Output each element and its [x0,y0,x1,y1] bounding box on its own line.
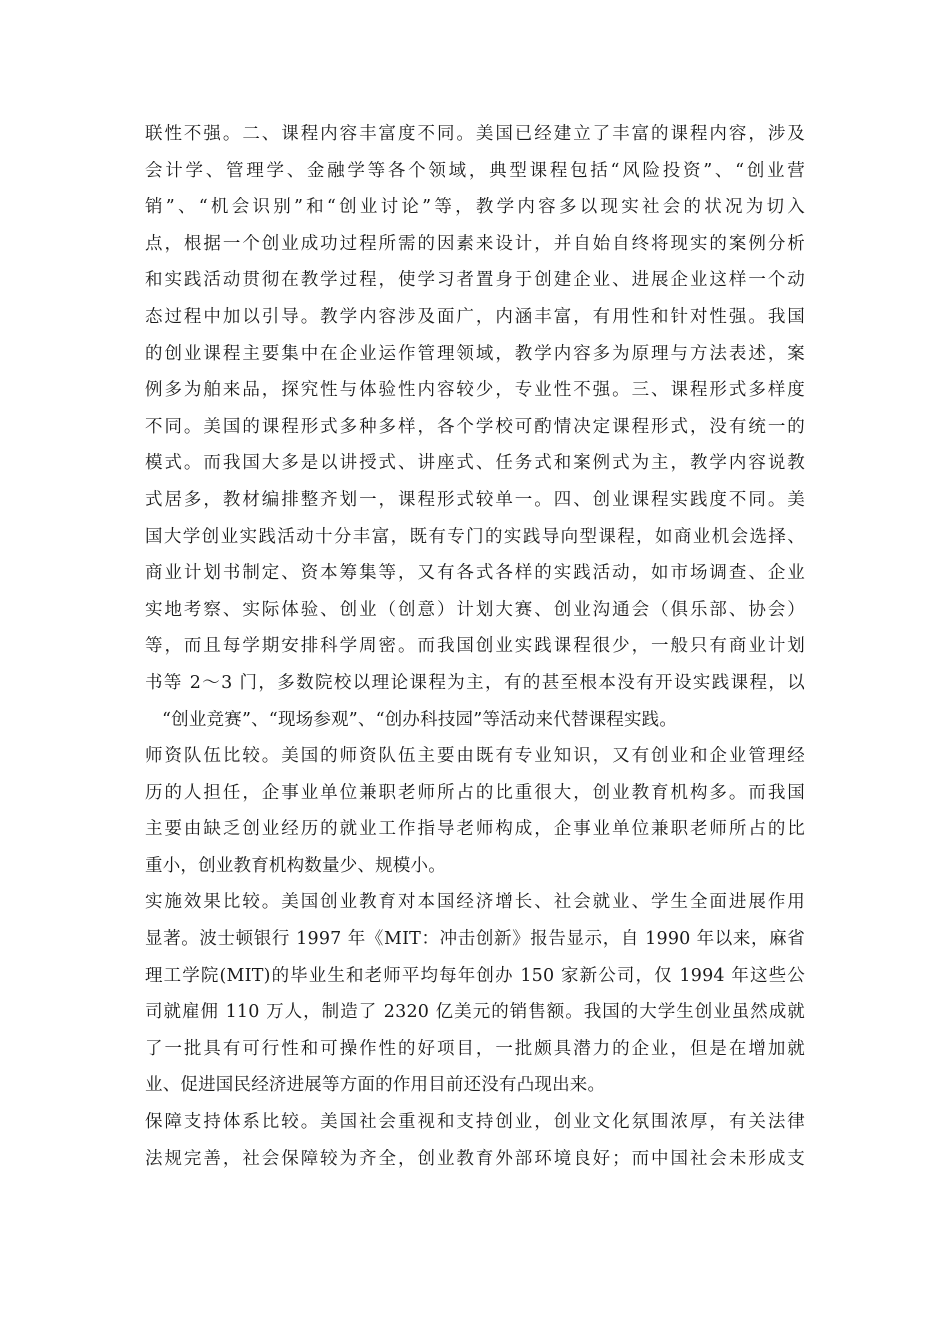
text-line: 实施效果比较。美国创业教育对本国经济增长、社会就业、学生全面进展作用 [145,892,805,913]
text-line: 等，而且每学期安排科学周密。而我国创业实践课程很少，一般只有商业计划 [145,636,805,657]
text-line: 商业计划书制定、资本筹集等，又有各式各样的实践活动，如市场调查、企业 [145,563,805,584]
text-line: “创业竞赛”、“现场参观”、“创办科技园”等活动来代替课程实践。 [162,709,678,730]
text-line: 态过程中加以引导。教学内容涉及面广，内涵丰富，有用性和针对性强。我国 [145,306,805,327]
text-line: 实地考察、实际体验、创业（创意）计划大赛、创业沟通会（俱乐部、协会） [145,599,805,620]
text-line: 例多为舶来品，探究性与体验性内容较少，专业性不强。三、课程形式多样度 [145,380,805,401]
text-line: 理工学院(MIT)的毕业生和老师平均每年创办 150 家新公司，仅 1994 年这些公 [145,965,805,986]
text-line: 和实践活动贯彻在教学过程，使学习者置身于创建企业、进展企业这样一个动 [145,270,805,291]
text-line: 重小，创业教育机构数量少、规模小。 [145,855,446,876]
text-line: 不同。美国的课程形式多种多样，各个学校可酌情决定课程形式，没有统一的 [145,416,805,437]
text-line: 法规完善，社会保障较为齐全，创业教育外部环境良好；而中国社会未形成支 [145,1148,805,1169]
text-line: 书等 2～3 门，多数院校以理论课程为主，有的甚至根本没有开设实践课程，以 [145,672,805,693]
text-line: 会计学、管理学、金融学等各个领域，典型课程包括“风险投资”、“创业营 [145,160,805,181]
text-line: 了一批具有可行性和可操作性的好项目，一批颇具潜力的企业，但是在增加就 [145,1038,805,1059]
text-line: 主要由缺乏创业经历的就业工作指导老师构成，企事业单位兼职老师所占的比 [145,819,805,840]
text-line: 保障支持体系比较。美国社会重视和支持创业，创业文化氛围浓厚，有关法律 [145,1112,805,1133]
text-line: 司就雇佣 110 万人，制造了 2320 亿美元的销售额。我国的大学生创业虽然成就 [145,1002,805,1023]
text-line: 师资队伍比较。美国的师资队伍主要由既有专业知识，又有创业和企业管理经 [145,746,805,767]
body-text [145,116,805,1177]
text-line: 历的人担任，企事业单位兼职老师所占的比重很大，创业教育机构多。而我国 [145,782,805,803]
text-line: 模式。而我国大多是以讲授式、讲座式、任务式和案例式为主，教学内容说教 [145,453,805,474]
text-line: 业、促进国民经济进展等方面的作用目前还没有凸现出来。 [145,1075,606,1096]
text-line: 国大学创业实践活动十分丰富，既有专门的实践导向型课程，如商业机会选择、 [145,526,805,547]
text-line: 销”、“机会识别”和“创业讨论”等，教学内容多以现实社会的状况为切入 [145,197,805,218]
text-line: 的创业课程主要集中在企业运作管理领域，教学内容多为原理与方法表述，案 [145,343,805,364]
text-line: 式居多，教材编排整齐划一，课程形式较单一。四、创业课程实践度不同。美 [145,489,805,510]
text-line: 显著。波士顿银行 1997 年《MIT：冲击创新》报告显示，自 1990 年以来，麻省 [145,929,805,950]
text-line: 联性不强。二、课程内容丰富度不同。美国已经建立了丰富的课程内容，涉及 [145,124,805,144]
text-line: 点，根据一个创业成功过程所需的因素来设计，并自始自终将现实的案例分析 [145,233,805,254]
